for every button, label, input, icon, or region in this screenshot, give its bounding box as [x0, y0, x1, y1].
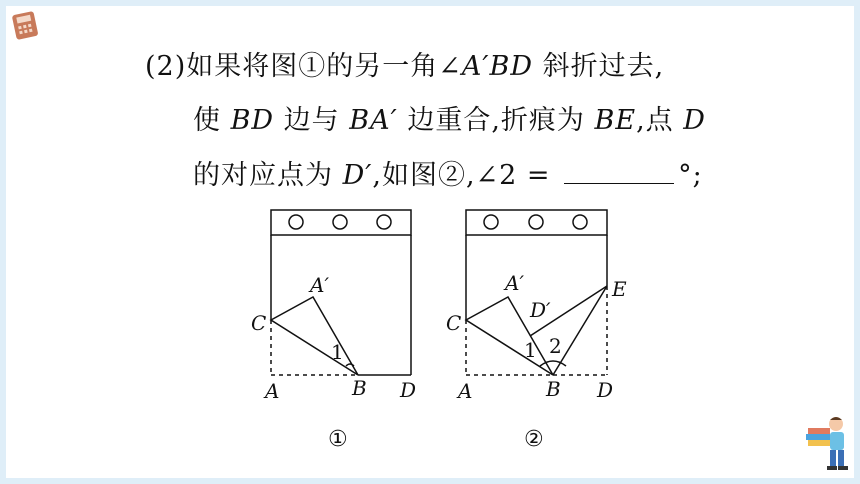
- binder-strip: [466, 210, 607, 235]
- label-d: D: [400, 378, 417, 402]
- part-number: (2): [145, 51, 187, 82]
- label-a-prime: A′: [505, 271, 524, 295]
- label-angle-1: 1: [331, 340, 344, 364]
- question-line-2: 使 BD 边与 BA′ 边重合,折痕为 BE,点 D: [193, 105, 706, 136]
- angle-2-arc: [540, 361, 566, 366]
- label-c: C: [251, 311, 267, 335]
- ring-hole: [484, 215, 498, 229]
- label-a: A: [458, 379, 473, 403]
- binder-strip: [271, 210, 411, 235]
- label-d-prime: D′: [530, 298, 551, 322]
- ring-hole: [289, 215, 303, 229]
- ring-hole: [377, 215, 391, 229]
- label-e: E: [612, 277, 627, 301]
- label-angle-1: 1: [524, 338, 537, 362]
- label-a: A: [265, 379, 280, 403]
- angle-1-arc: [346, 364, 354, 366]
- question-line-3: 的对应点为 D′,如图②,∠2 = °;: [193, 160, 703, 191]
- label-c: C: [446, 311, 462, 335]
- question-line-1: (2)如果将图①的另一角∠A′BD 斜折过去,: [145, 51, 665, 82]
- ring-hole: [529, 215, 543, 229]
- crease-be: [553, 286, 607, 375]
- label-b: B: [352, 376, 367, 400]
- ring-hole: [333, 215, 347, 229]
- label-angle-2: 2: [549, 334, 562, 358]
- figure-1-caption: ①: [328, 427, 348, 452]
- label-d: D: [597, 378, 614, 402]
- folded-triangle: [271, 297, 358, 375]
- label-a-prime: A′: [310, 273, 329, 297]
- figure-2-caption: ②: [524, 427, 544, 452]
- label-b: B: [546, 377, 561, 401]
- ring-hole: [573, 215, 587, 229]
